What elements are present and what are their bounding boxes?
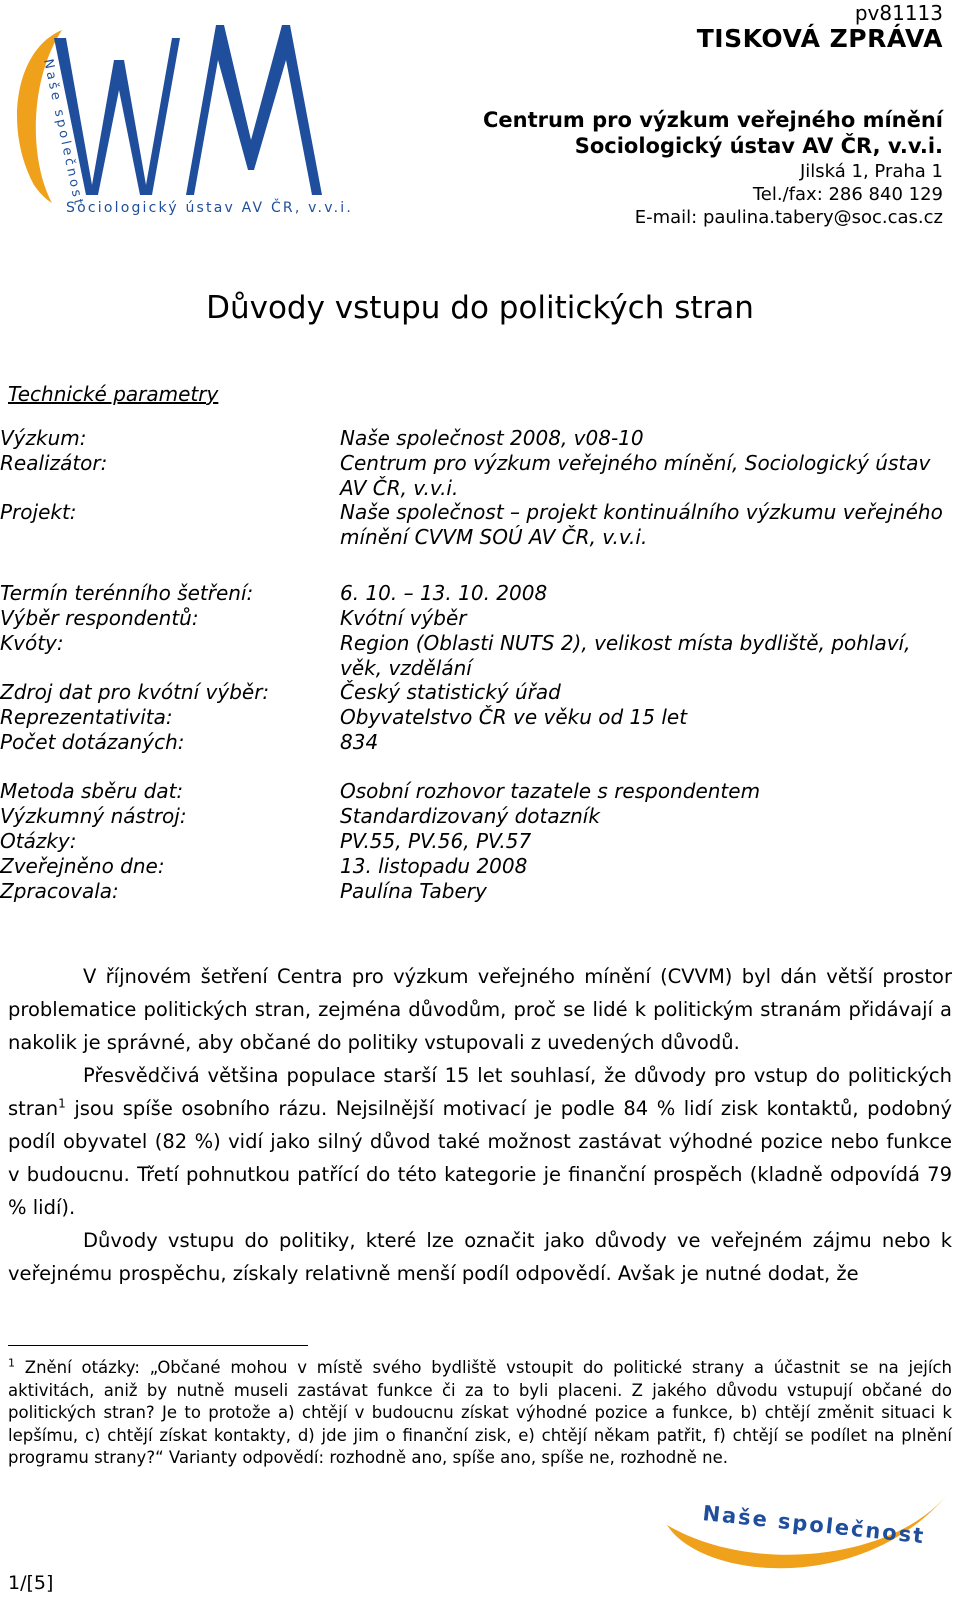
param-value: Osobní rozhovor tazatele s respondentem [340, 779, 761, 803]
paragraph-2 [8, 1059, 952, 1224]
paragraph-2-text-a: Přesvědčivá většina populace starší 15 let souhlasí, že důvody pro vstup do politických stran [8, 1064, 952, 1120]
technical-parameters-heading: Technické parametry [8, 382, 219, 406]
logo-institute-text: Sociologický ústav AV ČR, v.v.i. [66, 200, 353, 216]
logo-arc-text: Naše společnost [40, 57, 87, 209]
article-body [8, 960, 952, 1290]
param-value: Obyvatelstvo ČR ve věku od 15 let [340, 705, 688, 729]
org-name-line1: Centrum pro výzkum veřejného mínění [482, 108, 943, 132]
footnote [8, 1357, 952, 1470]
logo-text: Naše společnost [701, 1501, 927, 1549]
nase-spolecnost-logo [662, 1480, 952, 1590]
org-email: E-mail: paulina.tabery@soc.cas.cz [634, 207, 943, 228]
footnote-text: Znění otázky: „Občané mohou v místě svého bydliště vstoupit do politické strany a účastnit se na jejích aktivitách, aniž by nutně museli zastávat funkce či za to byli placeni. Z jakého důvodu vstupují občané do politických stran? Je to protože a) chtějí v budoucnu získat výhodné pozice a funkce, b) chtějí změnit situaci k lepšímu, c) chtějí získat kontakty, d) jde jim o finanční zisk, e) chtějí někam patřit, f) chtějí se podílet na plnění programu strany?“ Varianty odpovědí: rozhodně ano, spíše ano, spíše ne, rozhodně ne. [8, 1358, 952, 1467]
sou-logo [4, 20, 354, 225]
org-address: Jilská 1, Praha 1 [799, 161, 943, 182]
param-label: Zveřejněno dne: [0, 854, 165, 878]
param-label: Projekt: [0, 500, 77, 524]
paragraph-2-text-b: jsou spíše osobního rázu. Nejsilnější motivací je podle 84 % lidí zisk kontaktů, podobný podíl obyvatel (82 %) vidí jako silný důvod také možnost zastávat výhodné pozice nebo funkce v budoucnu. Třetí pohnutkou patřící do této kategorie je finanční prospěch (kladně odpovídá 79 % lidí). [8, 1097, 952, 1219]
press-release-label: TISKOVÁ ZPRÁVA [696, 24, 943, 53]
param-value: 834 [340, 730, 379, 754]
param-value: Naše společnost 2008, v08-10 [340, 426, 644, 450]
param-value: Český statistický úřad [340, 680, 561, 704]
param-value: PV.55, PV.56, PV.57 [340, 829, 532, 853]
param-label: Počet dotázaných: [0, 730, 185, 754]
param-label: Výzkum: [0, 426, 87, 450]
param-label: Otázky: [0, 829, 77, 853]
param-value: Naše společnost – projekt kontinuálního výzkumu veřejného mínění CVVM SOÚ AV ČR, v.v.i. [340, 500, 943, 549]
param-label: Výzkumný nástroj: [0, 804, 187, 828]
footnote-number: 1 [8, 1356, 15, 1370]
param-label: Reprezentativita: [0, 705, 173, 729]
param-value: Centrum pro výzkum veřejného mínění, Sociologický ústav AV ČR, v.v.i. [340, 451, 931, 500]
org-telephone: Tel./fax: 286 840 129 [752, 184, 943, 205]
paragraph-1: V říjnovém šetření Centra pro výzkum veřejného mínění (CVVM) byl dán větší prostor problematice politických stran, zejména důvodům, proč se lidé k politickým stranám přidávají a nakolik je správné, aby občané do politiky vstupovali z uvedených důvodů. [8, 965, 952, 1054]
page-title: Důvody vstupu do politických stran [206, 290, 754, 326]
footnote-divider [8, 1345, 308, 1346]
param-label: Zdroj dat pro kvótní výběr: [0, 680, 270, 704]
param-value: 13. listopadu 2008 [340, 854, 528, 878]
org-name-line2: Sociologický ústav AV ČR, v.v.i. [574, 134, 943, 158]
param-label: Realizátor: [0, 451, 108, 475]
param-value: Paulína Tabery [340, 879, 487, 903]
param-value: Kvótní výběr [340, 606, 467, 630]
param-label: Výběr respondentů: [0, 606, 199, 630]
param-value: 6. 10. – 13. 10. 2008 [340, 581, 548, 605]
param-label: Zpracovala: [0, 879, 119, 903]
paragraph-3: Důvody vstupu do politiky, které lze označit jako důvody ve veřejném zájmu nebo k veřejnému prospěchu, získaly relativně menší podíl odpovědí. Avšak je nutné dodat, že [8, 1229, 952, 1285]
param-label: Termín terénního šetření: [0, 581, 254, 605]
param-value: Region (Oblasti NUTS 2), velikost místa bydliště, pohlaví, věk, vzdělání [340, 631, 911, 680]
page-number: 1/[5] [8, 1572, 54, 1594]
param-label: Metoda sběru dat: [0, 779, 184, 803]
document-id: pv81113 [854, 1, 943, 25]
logo-letter-m [186, 25, 322, 195]
param-label: Kvóty: [0, 631, 64, 655]
footnote-ref[interactable]: 1 [58, 1096, 66, 1111]
param-value: Standardizovaný dotazník [340, 804, 600, 828]
